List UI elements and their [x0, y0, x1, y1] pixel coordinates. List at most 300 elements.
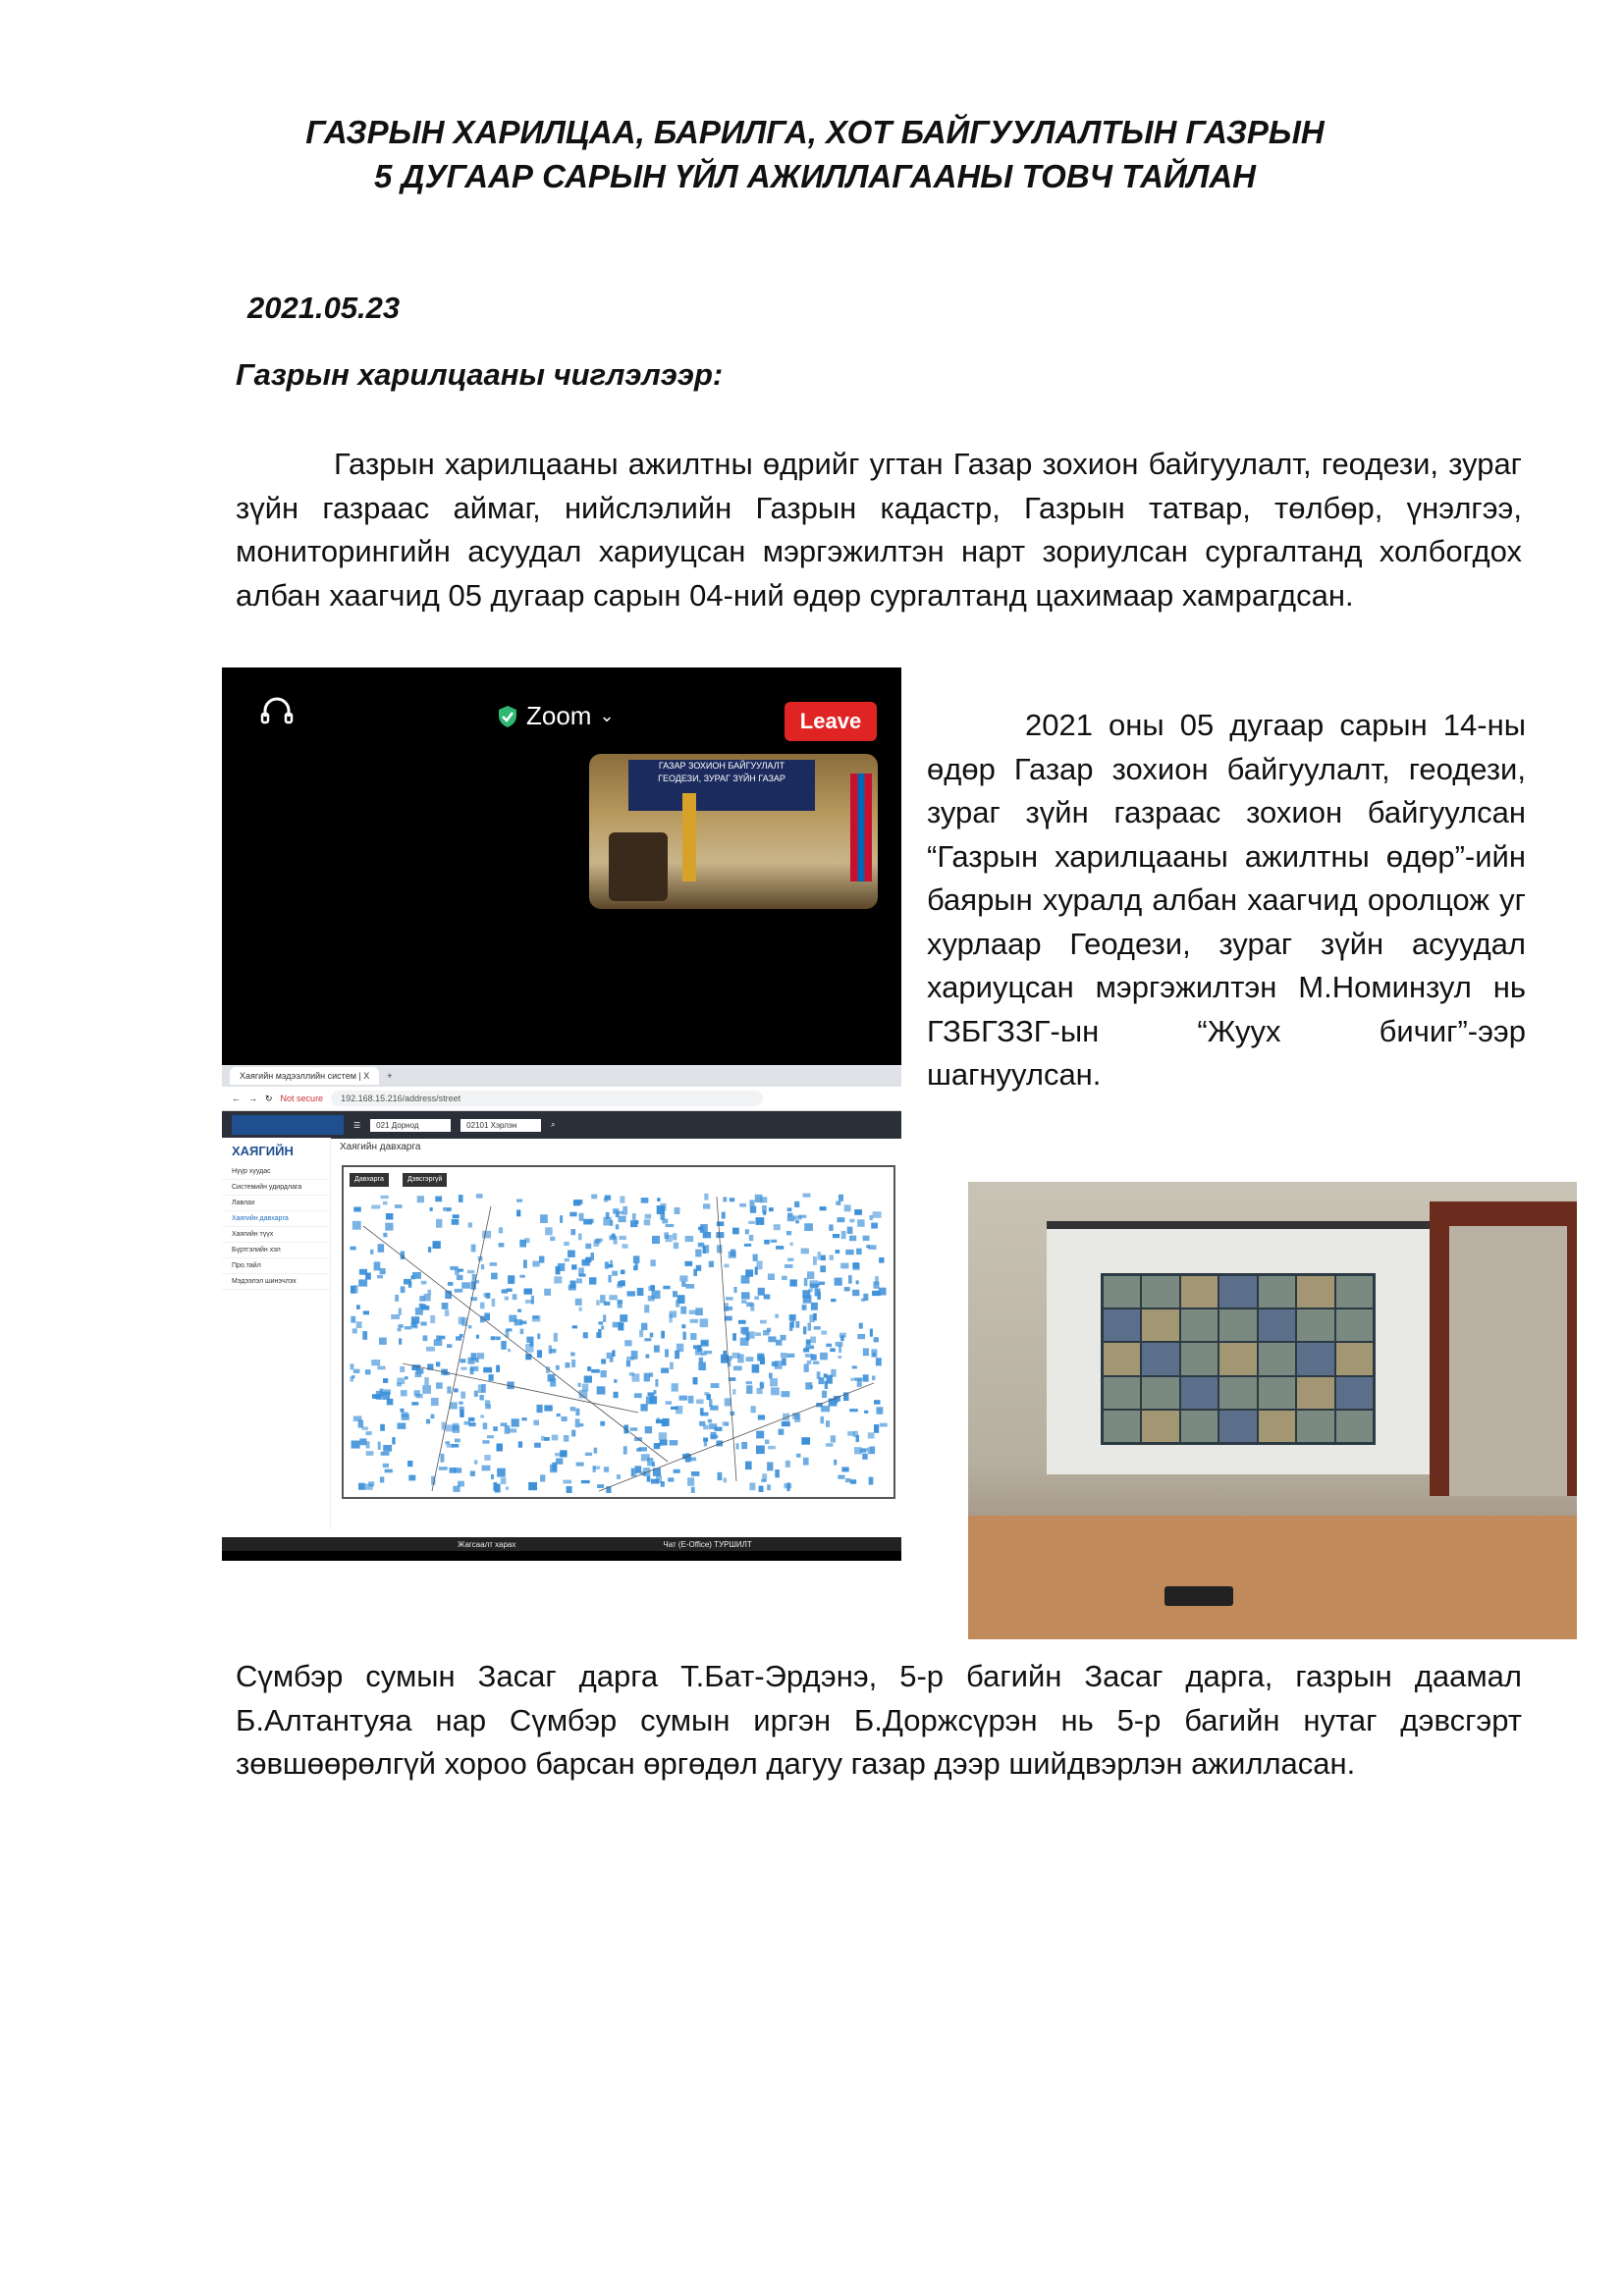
- list-view-button[interactable]: Жагсаалт харах: [458, 1539, 516, 1549]
- parcel: [383, 1378, 388, 1383]
- parcel: [723, 1197, 727, 1201]
- parcel: [489, 1374, 494, 1381]
- parcel: [450, 1402, 458, 1409]
- parcel: [526, 1337, 533, 1343]
- parcel: [398, 1423, 406, 1429]
- parcel: [739, 1203, 746, 1207]
- parcel: [733, 1366, 742, 1371]
- parcel: [863, 1374, 869, 1381]
- parcel: [661, 1214, 666, 1220]
- parcel: [585, 1244, 591, 1250]
- parcel: [613, 1208, 619, 1213]
- parcel: [749, 1483, 755, 1491]
- parcel: [427, 1290, 431, 1295]
- parcel: [740, 1327, 748, 1334]
- parcel: [854, 1209, 862, 1215]
- parcel: [630, 1427, 638, 1430]
- parcel: [460, 1410, 464, 1417]
- parcel: [835, 1278, 842, 1286]
- parcel: [759, 1486, 764, 1493]
- parcel: [681, 1281, 685, 1287]
- parcel: [838, 1217, 845, 1222]
- parcel: [709, 1261, 714, 1267]
- parcel: [457, 1275, 463, 1280]
- parcel: [468, 1222, 472, 1227]
- parcel: [758, 1288, 765, 1296]
- parcel: [757, 1354, 764, 1361]
- parcel: [771, 1387, 780, 1395]
- parcel: [467, 1270, 474, 1273]
- parcel: [782, 1391, 790, 1397]
- aimag-select[interactable]: 021 Дорнод: [370, 1119, 451, 1132]
- parcel: [725, 1307, 732, 1310]
- parcel: [827, 1375, 833, 1384]
- parcel: [662, 1420, 667, 1427]
- parcel: [398, 1324, 403, 1328]
- parcel: [359, 1438, 366, 1445]
- parcel: [716, 1232, 724, 1238]
- parcel: [380, 1476, 384, 1482]
- parcel: [682, 1332, 686, 1340]
- parcel: [624, 1340, 631, 1346]
- parcel: [863, 1348, 869, 1356]
- parcel: [871, 1349, 877, 1357]
- parcel: [850, 1378, 853, 1381]
- parcel: [660, 1440, 668, 1446]
- parcel: [668, 1477, 674, 1481]
- reload-icon[interactable]: ↻: [265, 1093, 273, 1103]
- sidebar-item-home[interactable]: Нүүр хуудас: [222, 1164, 330, 1180]
- parcel: [459, 1317, 464, 1325]
- parcel: [397, 1382, 402, 1386]
- parcel: [738, 1320, 746, 1324]
- parcel: [520, 1329, 524, 1335]
- parcel: [402, 1414, 409, 1420]
- parcel: [380, 1268, 386, 1274]
- parcel: [730, 1198, 734, 1201]
- parcel: [600, 1295, 606, 1303]
- parcel: [578, 1234, 582, 1241]
- parcel: [781, 1335, 786, 1341]
- parcel: [478, 1384, 483, 1393]
- parcel: [710, 1435, 718, 1438]
- parcel: [815, 1289, 821, 1297]
- parcel: [819, 1377, 825, 1384]
- parcel: [640, 1404, 647, 1411]
- parcel: [540, 1214, 548, 1223]
- parcel: [593, 1466, 596, 1472]
- sign-line-1: ГАЗАР ЗОХИОН БАЙГУУЛАЛТ: [658, 761, 785, 771]
- parcel: [377, 1275, 383, 1278]
- parcel: [365, 1273, 371, 1280]
- parcel: [597, 1386, 606, 1394]
- parcel: [374, 1261, 381, 1270]
- parcel: [612, 1271, 618, 1276]
- parcel: [651, 1479, 659, 1484]
- parcel: [857, 1219, 865, 1227]
- security-status: Not secure: [280, 1094, 324, 1103]
- leave-button[interactable]: Leave: [785, 702, 877, 741]
- parcel: [729, 1252, 736, 1258]
- parcel: [790, 1243, 793, 1247]
- parcel: [383, 1233, 387, 1238]
- parcel: [696, 1400, 703, 1405]
- parcel: [813, 1362, 819, 1364]
- parcel: [685, 1284, 694, 1289]
- parcel: [516, 1210, 520, 1217]
- app-header: [222, 1111, 901, 1139]
- parcel: [794, 1414, 800, 1422]
- parcel: [434, 1339, 443, 1346]
- bottom-bar: [222, 1537, 901, 1551]
- conference-table: [968, 1516, 1577, 1639]
- parcel: [805, 1345, 814, 1349]
- parcel: [405, 1376, 407, 1379]
- parcel: [423, 1335, 428, 1341]
- parcel: [722, 1357, 726, 1361]
- parcel: [464, 1421, 470, 1425]
- parcel: [852, 1365, 857, 1368]
- parcel: [575, 1418, 580, 1427]
- parcel: [575, 1409, 579, 1416]
- parcel: [554, 1333, 558, 1342]
- parcel: [573, 1200, 580, 1205]
- parcel: [679, 1275, 687, 1281]
- parcel: [519, 1275, 525, 1278]
- parcel: [821, 1406, 830, 1412]
- parcel: [676, 1406, 682, 1414]
- parcel: [701, 1353, 707, 1356]
- parcel: [493, 1482, 497, 1491]
- parcel: [544, 1405, 553, 1411]
- sidebar-item-system[interactable]: Системийн удирдлага: [222, 1180, 330, 1196]
- parcel: [496, 1365, 500, 1372]
- parcel: [550, 1237, 555, 1242]
- parcel: [700, 1318, 709, 1327]
- parcel: [501, 1477, 507, 1484]
- parcel: [674, 1469, 680, 1473]
- parcel: [371, 1360, 380, 1365]
- parcel: [591, 1195, 597, 1200]
- parcel: [632, 1468, 636, 1476]
- parcel: [623, 1206, 627, 1215]
- parcel: [608, 1275, 611, 1283]
- parcel: [352, 1328, 357, 1333]
- parcel: [805, 1382, 812, 1389]
- parcel: [811, 1303, 818, 1310]
- parcel: [398, 1328, 402, 1332]
- parcel: [718, 1472, 723, 1480]
- paragraph-training: Газрын харилцааны ажилтны өдрийг угтан Газар зохион байгуулалт, геодези, зураг зүйн газраас аймаг, нийслэлийн Газрын кадастр, Газрын татвар, төлбөр, үнэлгээ, мониторингийн асуудал хариуцсан мэргэжилтэн нарт зориулсан сургалтанд холбогдох албан хаагчид 05 дугаар сарын 04-ний өдөр сургалтанд цахимаар хамрагдсан.: [236, 447, 1522, 613]
- parcel: [351, 1316, 355, 1323]
- sidebar-item-registry[interactable]: Бүртгэлийн хэл: [222, 1243, 330, 1258]
- parcel: [421, 1322, 427, 1326]
- back-icon[interactable]: ←: [232, 1094, 241, 1103]
- parcel: [533, 1315, 539, 1318]
- parcel: [790, 1321, 794, 1328]
- parcel: [781, 1353, 786, 1358]
- parcel: [354, 1285, 358, 1293]
- sidebar-item-update[interactable]: Мэдээлэл шинэчлэх: [222, 1274, 330, 1290]
- parcel: [468, 1417, 474, 1421]
- parcel: [537, 1350, 542, 1358]
- parcel: [757, 1388, 763, 1394]
- parcel: [621, 1270, 625, 1275]
- parcel: [460, 1334, 463, 1337]
- parcel: [502, 1289, 508, 1293]
- parcel: [563, 1480, 571, 1484]
- parcel: [774, 1224, 781, 1230]
- sidebar-item-reference[interactable]: Лавлах: [222, 1196, 330, 1211]
- zoom-and-map-screenshot: [222, 667, 901, 1561]
- parcel: [782, 1421, 790, 1426]
- chevron-down-icon: ⌄: [599, 706, 615, 725]
- parcel: [762, 1205, 767, 1213]
- parcel: [412, 1320, 418, 1329]
- parcel: [798, 1215, 806, 1218]
- parcel: [691, 1487, 695, 1493]
- zoom-label-text: Zoom: [526, 701, 592, 730]
- parcel: [789, 1314, 796, 1321]
- parcel: [693, 1345, 700, 1349]
- parcel: [421, 1281, 427, 1285]
- parcel: [439, 1467, 448, 1470]
- parcel: [648, 1296, 655, 1302]
- parcel: [826, 1443, 834, 1447]
- parcel: [809, 1280, 818, 1286]
- parcel: [768, 1336, 776, 1342]
- parcel: [877, 1407, 884, 1414]
- parcel: [431, 1398, 439, 1406]
- parcel: [460, 1407, 464, 1410]
- parcel: [839, 1333, 846, 1338]
- parcel: [639, 1330, 643, 1337]
- parcel: [481, 1264, 484, 1269]
- office-sign: [628, 760, 815, 811]
- parcel: [726, 1297, 733, 1300]
- parcel: [436, 1362, 440, 1366]
- parcel-map[interactable]: [342, 1165, 895, 1499]
- parcel: [666, 1401, 673, 1404]
- parcel: [785, 1264, 793, 1268]
- parcel: [707, 1394, 711, 1400]
- parcel: [688, 1396, 694, 1404]
- parcel: [385, 1223, 393, 1231]
- parcel: [775, 1469, 780, 1477]
- sidebar-item-profile[interactable]: Про.тайл: [222, 1258, 330, 1274]
- parcel: [673, 1233, 677, 1240]
- parcel: [775, 1314, 779, 1318]
- search-icon[interactable]: ⌕: [551, 1120, 556, 1129]
- parcel: [675, 1351, 679, 1359]
- parcel: [578, 1383, 581, 1387]
- browser-tab[interactable]: Хаягийн мэдээллийн систем | Х: [230, 1067, 379, 1085]
- parcel: [445, 1309, 450, 1316]
- parcel: [850, 1479, 856, 1484]
- parcel: [869, 1477, 874, 1485]
- parcel: [471, 1245, 476, 1253]
- parcel: [385, 1469, 393, 1473]
- parcel: [848, 1275, 852, 1284]
- zoom-app-label[interactable]: [497, 701, 615, 731]
- parcel: [436, 1382, 443, 1389]
- parcel: [803, 1194, 811, 1198]
- parcel: [604, 1198, 609, 1202]
- parcel: [704, 1194, 708, 1201]
- parcel: [741, 1275, 750, 1283]
- parcel: [540, 1474, 545, 1481]
- parcel: [795, 1321, 799, 1328]
- parcel: [852, 1290, 859, 1296]
- parcel: [528, 1482, 537, 1490]
- parcel: [701, 1413, 708, 1416]
- parcel: [517, 1309, 521, 1312]
- parcel: [591, 1369, 600, 1373]
- parcel: [571, 1360, 575, 1367]
- parcel: [452, 1444, 460, 1448]
- parcel: [594, 1448, 598, 1454]
- parcel: [619, 1211, 623, 1214]
- parcel: [381, 1196, 389, 1200]
- basemap-button[interactable]: Дэвсгэргүй: [403, 1173, 447, 1187]
- parcel: [687, 1477, 694, 1486]
- parcel: [627, 1291, 636, 1296]
- parcel: [447, 1344, 452, 1348]
- parcel: [353, 1207, 361, 1212]
- parcel: [839, 1195, 843, 1201]
- parcel: [401, 1286, 406, 1293]
- parcel: [480, 1415, 484, 1417]
- parcel: [807, 1361, 812, 1364]
- parcel: [366, 1451, 374, 1456]
- parcel: [570, 1281, 576, 1289]
- parcel: [804, 1223, 813, 1231]
- parcel: [560, 1215, 563, 1223]
- parcel: [672, 1383, 678, 1391]
- parcel: [676, 1300, 679, 1307]
- parcel: [519, 1240, 526, 1248]
- parcel: [458, 1481, 464, 1487]
- new-tab-icon[interactable]: +: [387, 1071, 393, 1081]
- parcel: [460, 1367, 466, 1370]
- parcel: [749, 1235, 754, 1241]
- parcel: [537, 1334, 540, 1340]
- parcel: [724, 1264, 729, 1268]
- parcel: [864, 1411, 868, 1414]
- parcel: [491, 1273, 498, 1280]
- parcel: [618, 1216, 625, 1223]
- parcel: [685, 1236, 694, 1242]
- address-bar: [222, 1087, 901, 1111]
- parcel: [836, 1250, 840, 1254]
- parcel: [868, 1245, 876, 1250]
- parcel: [685, 1457, 692, 1463]
- parcel: [856, 1280, 859, 1284]
- browser-tab-bar: [222, 1065, 901, 1087]
- parcel: [460, 1359, 465, 1362]
- parcel: [440, 1454, 444, 1463]
- parcel: [796, 1454, 801, 1458]
- parcel: [648, 1392, 655, 1396]
- url-field[interactable]: 192.168.15.216/address/street: [331, 1091, 763, 1106]
- parcel: [556, 1459, 563, 1465]
- parcel: [519, 1321, 526, 1325]
- layer-button[interactable]: Давхарга: [350, 1173, 389, 1187]
- parcel: [725, 1398, 731, 1406]
- parcel: [556, 1365, 560, 1370]
- parcel: [620, 1314, 627, 1322]
- parcel: [822, 1391, 827, 1398]
- parcel: [841, 1231, 846, 1239]
- parcel: [566, 1362, 570, 1368]
- parcel: [838, 1356, 841, 1359]
- forward-icon[interactable]: →: [248, 1094, 257, 1103]
- parcel: [568, 1251, 575, 1257]
- parcel: [769, 1207, 774, 1211]
- parcel: [603, 1217, 612, 1226]
- parcel: [436, 1219, 442, 1228]
- parcel: [352, 1375, 355, 1379]
- parcel: [353, 1416, 362, 1421]
- parcel: [404, 1279, 411, 1285]
- parcel: [703, 1438, 708, 1442]
- parcel: [366, 1431, 372, 1435]
- soum-select[interactable]: 02101 Хэрлэн: [460, 1119, 541, 1132]
- parcel: [847, 1227, 853, 1234]
- projector-screen: [1047, 1221, 1430, 1474]
- parcel: [616, 1224, 620, 1229]
- parcel: [653, 1390, 656, 1394]
- parcel: [661, 1368, 669, 1373]
- parcel: [484, 1313, 490, 1321]
- parcel: [508, 1275, 514, 1284]
- parcel: [863, 1236, 870, 1241]
- parcel: [554, 1276, 562, 1283]
- parcel: [377, 1366, 385, 1370]
- parcel: [670, 1440, 678, 1445]
- parcel: [598, 1329, 602, 1338]
- parcel: [795, 1220, 799, 1223]
- menu-icon[interactable]: ☰: [353, 1120, 361, 1130]
- parcel: [856, 1249, 862, 1255]
- parcel: [826, 1420, 830, 1427]
- sidebar-item-history[interactable]: Хаягийн түүх: [222, 1227, 330, 1243]
- parcel: [571, 1264, 576, 1269]
- parcel: [644, 1219, 651, 1225]
- parcel: [593, 1240, 599, 1247]
- meeting-room-photo: [968, 1182, 1577, 1639]
- parcel: [499, 1243, 505, 1247]
- parcel: [424, 1294, 431, 1301]
- parcel: [557, 1414, 561, 1416]
- section-heading: Газрын харилцааны чиглэлээр:: [236, 357, 724, 392]
- parcel: [879, 1257, 884, 1263]
- parcel: [650, 1285, 655, 1291]
- parcel: [376, 1391, 382, 1400]
- parcel: [724, 1478, 728, 1483]
- sidebar-item-address-layer[interactable]: Хаягийн давхарга: [222, 1211, 330, 1227]
- parcel: [417, 1196, 424, 1202]
- parcel: [604, 1467, 609, 1472]
- parcel: [391, 1314, 400, 1319]
- parcel: [581, 1480, 590, 1483]
- parcel: [853, 1431, 858, 1437]
- parcel: [746, 1385, 752, 1394]
- parcel: [470, 1471, 475, 1476]
- chat-button[interactable]: Чат (E-Office) ТУРШИЛТ: [663, 1539, 752, 1549]
- parcel: [870, 1215, 873, 1220]
- parcel: [767, 1462, 773, 1470]
